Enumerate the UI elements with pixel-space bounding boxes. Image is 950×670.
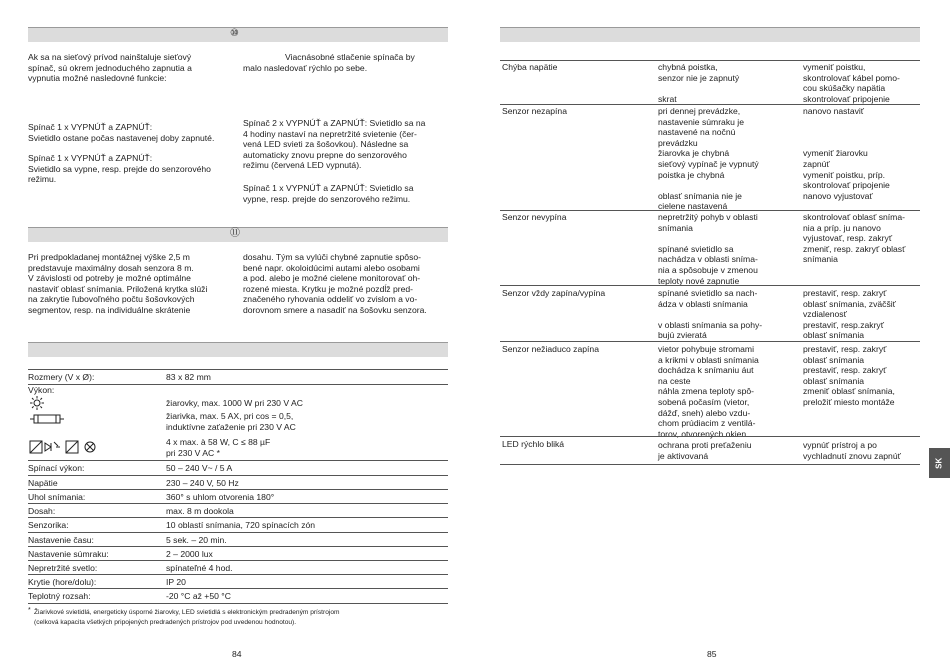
- specs-row-rule: [28, 517, 448, 518]
- spec-value-switching-power: 50 – 240 V~ / 5 A: [166, 463, 233, 473]
- trouble-remedy-not-switching-off: skontrolovať oblasť sníma- nia a príp. ju nanovo vyjustovať, resp. zakryť zmeniť, resp. zakryť oblasť snímania: [803, 212, 906, 265]
- trouble-problem-on-off-cycling: Senzor vždy zapína/vypína: [502, 288, 606, 298]
- spec-value-detection-angle: 360° s uhlom otvorenia 180°: [166, 492, 275, 502]
- spec-label-continuous-light: Nepretržité svetlo:: [28, 563, 98, 573]
- spec-value-time-setting: 5 sek. – 20 min.: [166, 535, 227, 545]
- section-11-col2: dosahu. Tým sa vylúči chybné zapnutie spôso- bené napr. okoloidúcimi autami alebo osobami a pod. alebo je možné cielene monitorovať oh- rozené miesta. Krytku je možné pozdĺž pred- značeného ryhovania oddeliť vo zvislom a vo- dorovnom smere a nasadiť na šošovku senzora.: [243, 252, 427, 315]
- troubleshooting-header-bar: [500, 27, 920, 42]
- specs-row-rule: [28, 475, 448, 476]
- bulb-icon: [30, 396, 44, 413]
- language-tab: [929, 448, 950, 478]
- trouble-problem-led-flashing: LED rýchlo bliká: [502, 439, 565, 449]
- section-10-col2-switch-off: Spínač 1 x VYPNÚŤ a ZAPNÚŤ: Svietidlo sa vypne, resp. prejde do senzorového režimu.: [243, 183, 414, 204]
- trouble-row-rule: [500, 60, 920, 61]
- trouble-cause-not-switching-on: pri dennej prevádzke, nastavenie súmraku je nastavené na nočnú prevádzku žiarovka je chybná sieťový vypínač je vypnutý poistka je chybná oblasť snímania nie je cielene nastavená: [658, 106, 759, 212]
- spec-value-continuous-light: spínateľné 4 hod.: [166, 563, 233, 573]
- footnote-text: Žiarivkové svietidlá, energeticky úsporné žiarovky, LED svietidlá s elektronickým predradeným prístrojom (celková kapacita všetkých pripojených predradených prístrojov pod uvedenou hodnotou).: [34, 609, 340, 626]
- spec-label-voltage: Napätie: [28, 478, 58, 488]
- trouble-cause-unwanted-switching: vietor pohybuje stromami a krikmi v oblasti snímania dochádza k snímaniu áut na ceste náhla zmena teploty spô- sobená počasím (vietor, dážď, sneh) alebo vzdu- chom prúdiacim z ventilá- torov, otvorených okien: [658, 344, 759, 439]
- spec-label-range: Dosah:: [28, 506, 56, 516]
- trouble-row-rule: [500, 210, 920, 211]
- specs-row-rule: [28, 384, 448, 385]
- spec-label-switching-power: Spínací výkon:: [28, 463, 85, 473]
- spec-label-time-setting: Nastavenie času:: [28, 535, 94, 545]
- section-11-number: ⑪: [230, 228, 240, 239]
- spec-value-range: max. 8 m dookola: [166, 506, 234, 516]
- trouble-remedy-not-switching-on: nanovo nastaviť vymeniť žiarovku zapnúť vymeniť poistku, príp. skontrolovať pripojenie nanovo vyjustovať: [803, 106, 890, 201]
- trouble-row-rule: [500, 464, 920, 465]
- spec-value-temperature: -20 °C až +50 °C: [166, 591, 231, 601]
- page-number-left: 84: [232, 649, 242, 659]
- spec-value-incandescent: žiarovky, max. 1000 W pri 230 V AC: [166, 398, 303, 408]
- specs-row-rule: [28, 560, 448, 561]
- trouble-problem-not-switching-on: Senzor nezapína: [502, 106, 567, 116]
- language-tab-label: SK: [934, 457, 944, 469]
- spec-label-protection: Krytie (hore/dolu):: [28, 577, 97, 587]
- trouble-cause-not-switching-off: nepretržitý pohyb v oblasti snímania spínané svietidlo sa nachádza v oblasti sníma- nia a spôsobuje v zmenou teploty nové zapnutie: [658, 212, 758, 286]
- spec-value-twilight: 2 – 2000 lux: [166, 549, 213, 559]
- spec-value-dimensions: 83 x 82 mm: [166, 372, 211, 382]
- fluorescent-tube-icon: [30, 414, 64, 427]
- trouble-problem-unwanted-switching: Senzor nežiaduco zapína: [502, 344, 599, 354]
- trouble-cause-no-voltage: chybná poistka, senzor nie je zapnutý skrat: [658, 62, 740, 104]
- section-10-col2-note: Viacnásobné stlačenie spínača by malo nasledovať rýchlo po sebe.: [243, 52, 415, 73]
- trouble-row-rule: [500, 341, 920, 342]
- trouble-remedy-unwanted-switching: prestaviť, resp. zakryť oblasť snímania prestaviť, resp. zakryť oblasť snímania zmeniť oblasť snímania, preložiť miesto montáže: [803, 344, 895, 407]
- specs-row-rule: [28, 503, 448, 504]
- specs-row-rule: [28, 603, 448, 604]
- ballast-lamp-icons: [30, 440, 102, 457]
- spec-label-detection-angle: Uhol snímania:: [28, 492, 86, 502]
- trouble-remedy-no-voltage: vymeniť poistku, skontrolovať kábel pomo- cou skúšačky napätia skontrolovať pripojenie: [803, 62, 900, 104]
- spec-value-led-cfl: 4 x max. à 58 W, C ≤ 88 µF pri 230 V AC *: [166, 437, 271, 458]
- specs-row-rule: [28, 489, 448, 490]
- section-10-number: ⑩: [230, 28, 239, 39]
- trouble-row-rule: [500, 285, 920, 286]
- section-11-col1: Pri predpokladanej montážnej výške 2,5 m predstavuje maximálny dosah senzora 8 m. V závislosti od potreby je možné optimálne nastaviť oblasť snímania. Priložená krytka slúži na zakrytie ľubovoľného počtu šošovkových segmentov, resp. na individuálne skrátenie: [28, 252, 208, 315]
- specs-row-rule: [28, 369, 448, 370]
- spec-label-temperature: Teplotný rozsah:: [28, 591, 91, 601]
- section-10-col2-switch-twice: Spínač 2 x VYPNÚŤ a ZAPNÚŤ: Svietidlo sa na 4 hodiny nastaví na nepretržité svietenie (čer- vená LED svieti za šošovkou). Následne sa automaticky znovu prepne do senzorového režimu (červená LED vypnutá).: [243, 118, 426, 171]
- spec-label-dimensions: Rozmery (V x Ø):: [28, 372, 95, 382]
- trouble-row-rule: [500, 104, 920, 105]
- trouble-problem-not-switching-off: Senzor nevypína: [502, 212, 567, 222]
- specs-row-rule: [28, 460, 448, 461]
- specs-row-rule: [28, 588, 448, 589]
- specs-header-bar: [28, 342, 448, 357]
- spec-label-power: Výkon:: [28, 385, 55, 395]
- trouble-cause-on-off-cycling: spínané svietidlo sa nach- ádza v oblasti snímania v oblasti snímania sa pohy- bujú zvieratá: [658, 288, 763, 341]
- section-10-col1-intro: Ak sa na sieťový prívod nainštaluje sieťový spínač, sú okrem jednoduchého zapnutia a vypnutia možné nasledovné funkcie:: [28, 52, 192, 84]
- footnote-mark: *: [28, 607, 31, 614]
- section-10-col1-switch-off: Spínač 1 x VYPNÚŤ a ZAPNÚŤ: Svietidlo sa vypne, resp. prejde do senzorového režimu.: [28, 153, 211, 185]
- trouble-cause-led-flashing: ochrana proti preťaženiu je aktivovaná: [658, 440, 752, 461]
- spec-label-twilight: Nastavenie súmraku:: [28, 549, 109, 559]
- trouble-remedy-led-flashing: vypnúť prístroj a po vychladnutí znovu zapnúť: [803, 440, 901, 461]
- spec-value-voltage: 230 – 240 V, 50 Hz: [166, 478, 239, 488]
- section-10-col1-switch-once: Spínač 1 x VYPNÚŤ a ZAPNÚŤ: Svietidlo ostane počas nastavenej doby zapnuté.: [28, 122, 215, 143]
- trouble-remedy-on-off-cycling: prestaviť, resp. zakryť oblasť snímania, zväčšiť vzdialenosť prestaviť, resp.zakryť oblasť snímania: [803, 288, 896, 341]
- spec-value-sensor: 10 oblastí snímania, 720 spínacích zón: [166, 520, 316, 530]
- trouble-row-rule: [500, 436, 920, 437]
- spec-value-protection: IP 20: [166, 577, 186, 587]
- specs-row-rule: [28, 574, 448, 575]
- spec-label-sensor: Senzorika:: [28, 520, 69, 530]
- trouble-problem-no-voltage: Chýba napätie: [502, 62, 558, 72]
- specs-row-rule: [28, 532, 448, 533]
- page-number-right: 85: [707, 649, 717, 659]
- spec-value-fluorescent: žiarivka, max. 5 AX, pri cos = 0,5, induktívne zaťaženie pri 230 V AC: [166, 411, 296, 432]
- specs-row-rule: [28, 546, 448, 547]
